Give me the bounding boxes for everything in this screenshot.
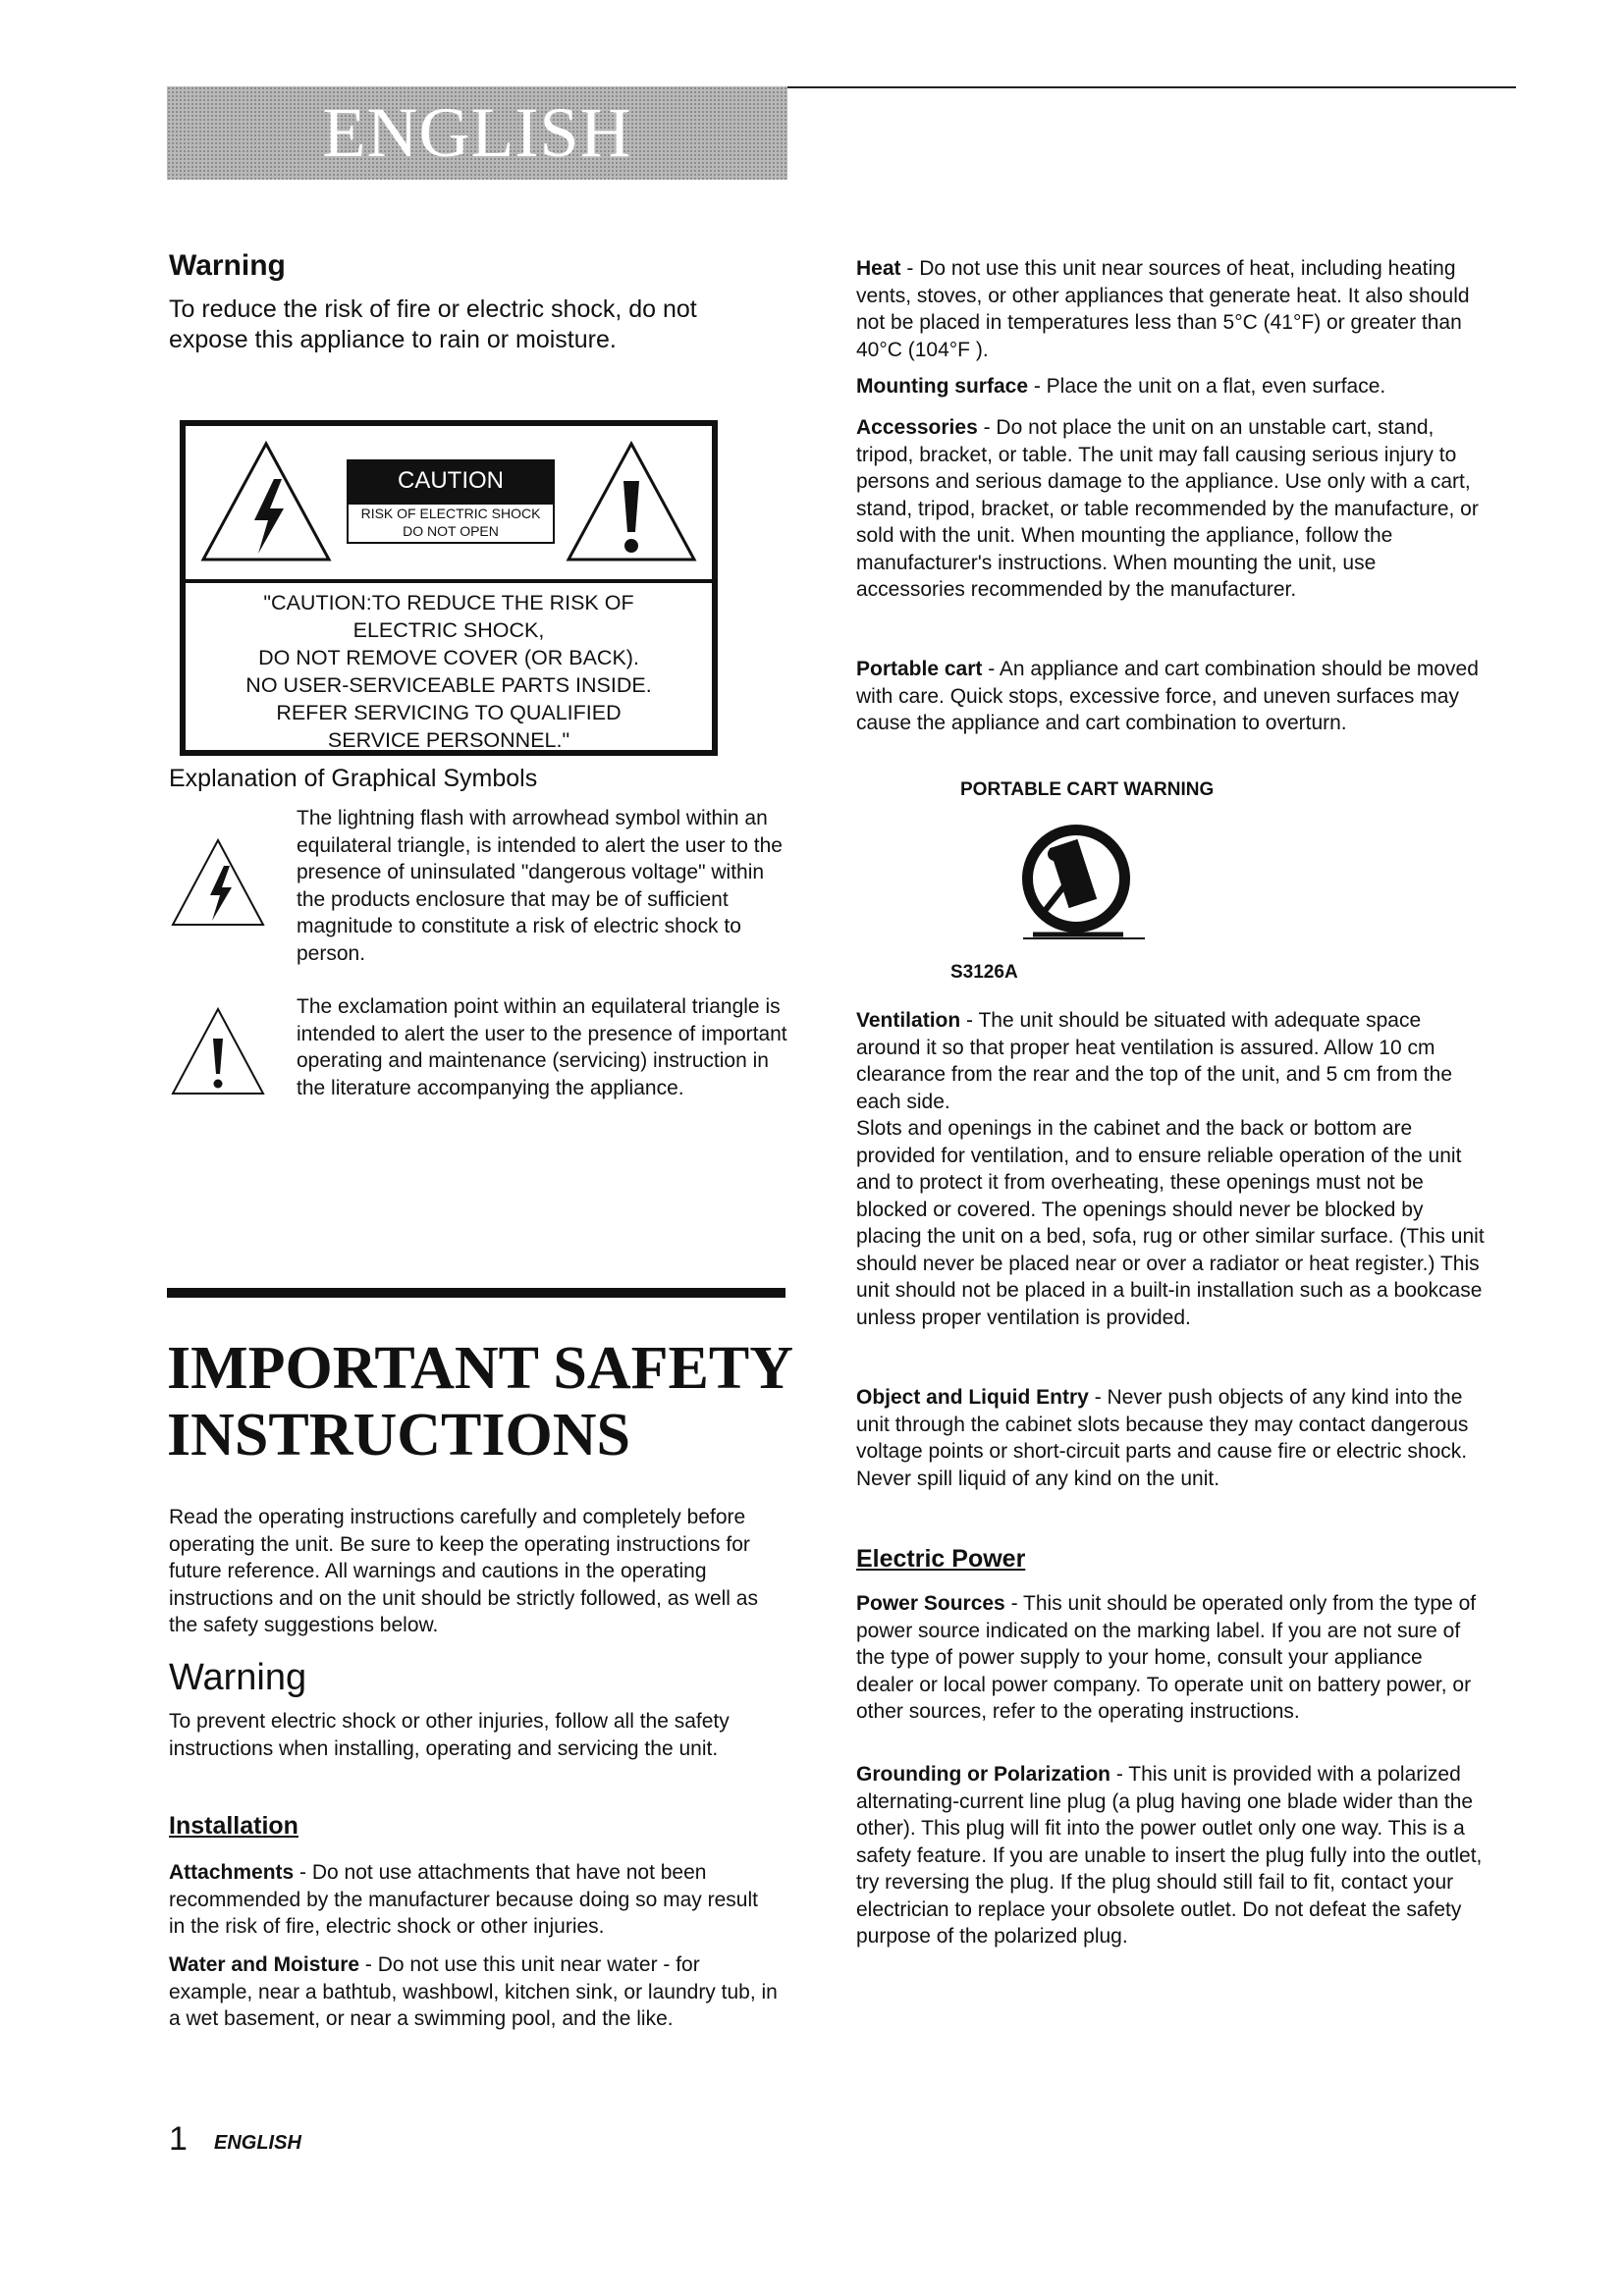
power-text: - This unit should be operated only from the type of power source indicated on the marking label. If you are not sure of the type of power supply to your home, consult your appliance dealer or local power company. To operate unit on battery power, or other sources, refer to the operating instructions.: [856, 1592, 1477, 1723]
ventilation-text1: - The unit should be situated with adequate space around it so that proper heat ventilation is assured. Allow 10 cm clearance from the rear and the top of the unit, and 5 cm from the each side.: [856, 1009, 1453, 1113]
object-label: Object and Liquid Entry: [856, 1386, 1089, 1409]
attachments-text: - Do not use attachments that have not been recommended by the manufacturer because doing so may result in the risk of fire, electric shock or other injuries.: [169, 1861, 758, 1938]
section-rule: [167, 1288, 785, 1298]
electric-power-heading: Electric Power: [856, 1545, 1026, 1573]
installation-heading: Installation: [169, 1812, 298, 1840]
portable-cart-warning-icon: [998, 815, 1155, 952]
banner-title: ENGLISH: [322, 93, 632, 172]
caution-text-line: SERVICE PERSONNEL.": [327, 728, 570, 752]
portable-text: - An appliance and cart combination should be moved with care. Quick stops, excessive force, and uneven surfaces may cause the appliance and cart combination to overturn.: [856, 658, 1479, 734]
cart-warning-title: PORTABLE CART WARNING: [960, 779, 1215, 800]
exclamation-symbol-icon: [169, 1005, 267, 1098]
warning-heading-2: Warning: [169, 1657, 307, 1698]
mounting-paragraph: [856, 373, 1485, 400]
lightning-symbol-text: The lightning flash with arrowhead symbol within an equilateral triangle, is intended to alert the user to the presence of uninsulated "dangerous voltage" within the products enclosure that may be of sufficient magnitude to constitute a risk of electric shock to person.: [297, 807, 783, 965]
power-sources-paragraph: [856, 1590, 1485, 1726]
ventilation-label: Ventilation: [856, 1009, 961, 1032]
caution-text-line: "CAUTION:TO REDUCE THE RISK OF: [263, 591, 634, 614]
caution-sub-line2: DO NOT OPEN: [403, 523, 499, 539]
attachments-label: Attachments: [169, 1861, 295, 1884]
symbols-heading: Explanation of Graphical Symbols: [169, 765, 538, 792]
page-number: 1: [169, 2120, 188, 2158]
portable-cart-paragraph: [856, 656, 1485, 737]
caution-text-line: NO USER-SERVICEABLE PARTS INSIDE.: [245, 673, 652, 697]
caution-symbols-area: [186, 426, 712, 583]
footer-language: ENGLISH: [214, 2132, 301, 2154]
power-label: Power Sources: [856, 1592, 1005, 1615]
exclamation-triangle-icon: [563, 438, 700, 565]
ventilation-paragraph: [856, 1007, 1485, 1331]
heat-paragraph: [856, 255, 1485, 363]
caution-text: [186, 589, 712, 754]
language-banner: [167, 86, 787, 180]
water-label: Water and Moisture: [169, 1953, 360, 1976]
heat-text: - Do not use this unit near sources of heat, including heating vents, stoves, or other appliances that generate heat. It also should not be placed in temperatures less than 5°C (41°F) or greater than 40°C (104°F ).: [856, 257, 1470, 361]
mounting-label: Mounting surface: [856, 375, 1029, 398]
important-title-line2: INSTRUCTIONS: [167, 1402, 631, 1468]
caution-sublabel: [347, 503, 555, 544]
ventilation-text2: Slots and openings in the cabinet and the back or bottom are provided for ventilation, and to ensure reliable operation of the unit and to protect it from overheating, these openings must not be blocked or covered. The openings should never be blocked by placing the unit on a bed, sofa, rug or other similar surface. (This unit should never be placed near or over a radiator or heat register.) This unit should not be placed in a built-in installation such as a bookcase unless proper ventilation is provided.: [856, 1117, 1485, 1329]
warning-heading: Warning: [169, 249, 286, 282]
important-title-line1: IMPORTANT SAFETY: [167, 1335, 793, 1402]
accessories-paragraph: [856, 414, 1485, 604]
grounding-label: Grounding or Polarization: [856, 1763, 1110, 1786]
mounting-text: - Place the unit on a flat, even surface.: [1028, 375, 1386, 398]
cart-code: S3126A: [950, 962, 1018, 983]
object-liquid-paragraph: [856, 1384, 1485, 1492]
caution-box: [180, 420, 718, 756]
header-rule: [787, 86, 1516, 88]
attachments-paragraph: [169, 1859, 778, 1941]
warning-text: To reduce the risk of fire or electric shock, do not expose this appliance to rain or moisture.: [169, 295, 697, 353]
exclamation-symbol-text: The exclamation point within an equilateral triangle is intended to alert the user to the presence of important operating and maintenance (servicing) instruction in the literature accompanying the appliance.: [297, 995, 787, 1099]
lightning-symbol-icon: [169, 836, 267, 930]
ventilation-part1: [856, 1007, 1485, 1115]
grounding-paragraph: [856, 1761, 1485, 1950]
portable-label: Portable cart: [856, 658, 983, 680]
accessories-label: Accessories: [856, 416, 978, 439]
caution-text-line: REFER SERVICING TO QUALIFIED: [276, 701, 622, 724]
intro-text: Read the operating instructions carefully and completely before operating the unit. Be sure to keep the operating instructions for future reference. All warnings and cautions in the operating instructions and on the unit should be strictly followed, as well as the safety suggestions below.: [169, 1506, 758, 1636]
accessories-text: - Do not place the unit on an unstable cart, stand, tripod, bracket, or table. The unit may fall causing serious injury to persons and serious damage to the appliance. Use only with a cart, stand, tripod, bracket, or table recommended by the manufacture, or sold with the unit. When mounting the appliance, follow the manufacturer's instructions. When mounting the unit, use accessories recommended by the manufacturer.: [856, 416, 1479, 601]
water-paragraph: [169, 1951, 778, 2033]
caution-text-line: DO NOT REMOVE COVER (OR BACK).: [258, 646, 639, 669]
lightning-triangle-icon: [197, 438, 335, 565]
water-text: - Do not use this unit near water - for example, near a bathtub, washbowl, kitchen sink, or laundry tub, in a wet basement, or near a swimming pool, and the like.: [169, 1953, 778, 2030]
caution-text-line: ELECTRIC SHOCK,: [352, 618, 545, 642]
object-text: - Never push objects of any kind into the unit through the cabinet slots because they may contact dangerous voltage points or short-circuit parts and cause fire or electric shock. Never spill liquid of any kind on the unit.: [856, 1386, 1469, 1490]
important-safety-title: [167, 1335, 795, 1468]
caution-sub-line1: RISK OF ELECTRIC SHOCK: [360, 506, 541, 521]
grounding-text: - This unit is provided with a polarized alternating-current line plug (a plug having one blade wider than the other). This plug will fit into the power outlet only one way. This is a safety feature. If you are unable to insert the plug fully into the outlet, try reversing the plug. If the plug should still fail to fit, contact your electrician to replace your obsolete outlet. Do not defeat the safety purpose of the polarized plug.: [856, 1763, 1483, 1948]
warning-text-2: To prevent electric shock or other injuries, follow all the safety instructions when installing, operating and servicing the unit.: [169, 1710, 730, 1760]
caution-label: CAUTION: [347, 459, 555, 503]
heat-label: Heat: [856, 257, 901, 280]
